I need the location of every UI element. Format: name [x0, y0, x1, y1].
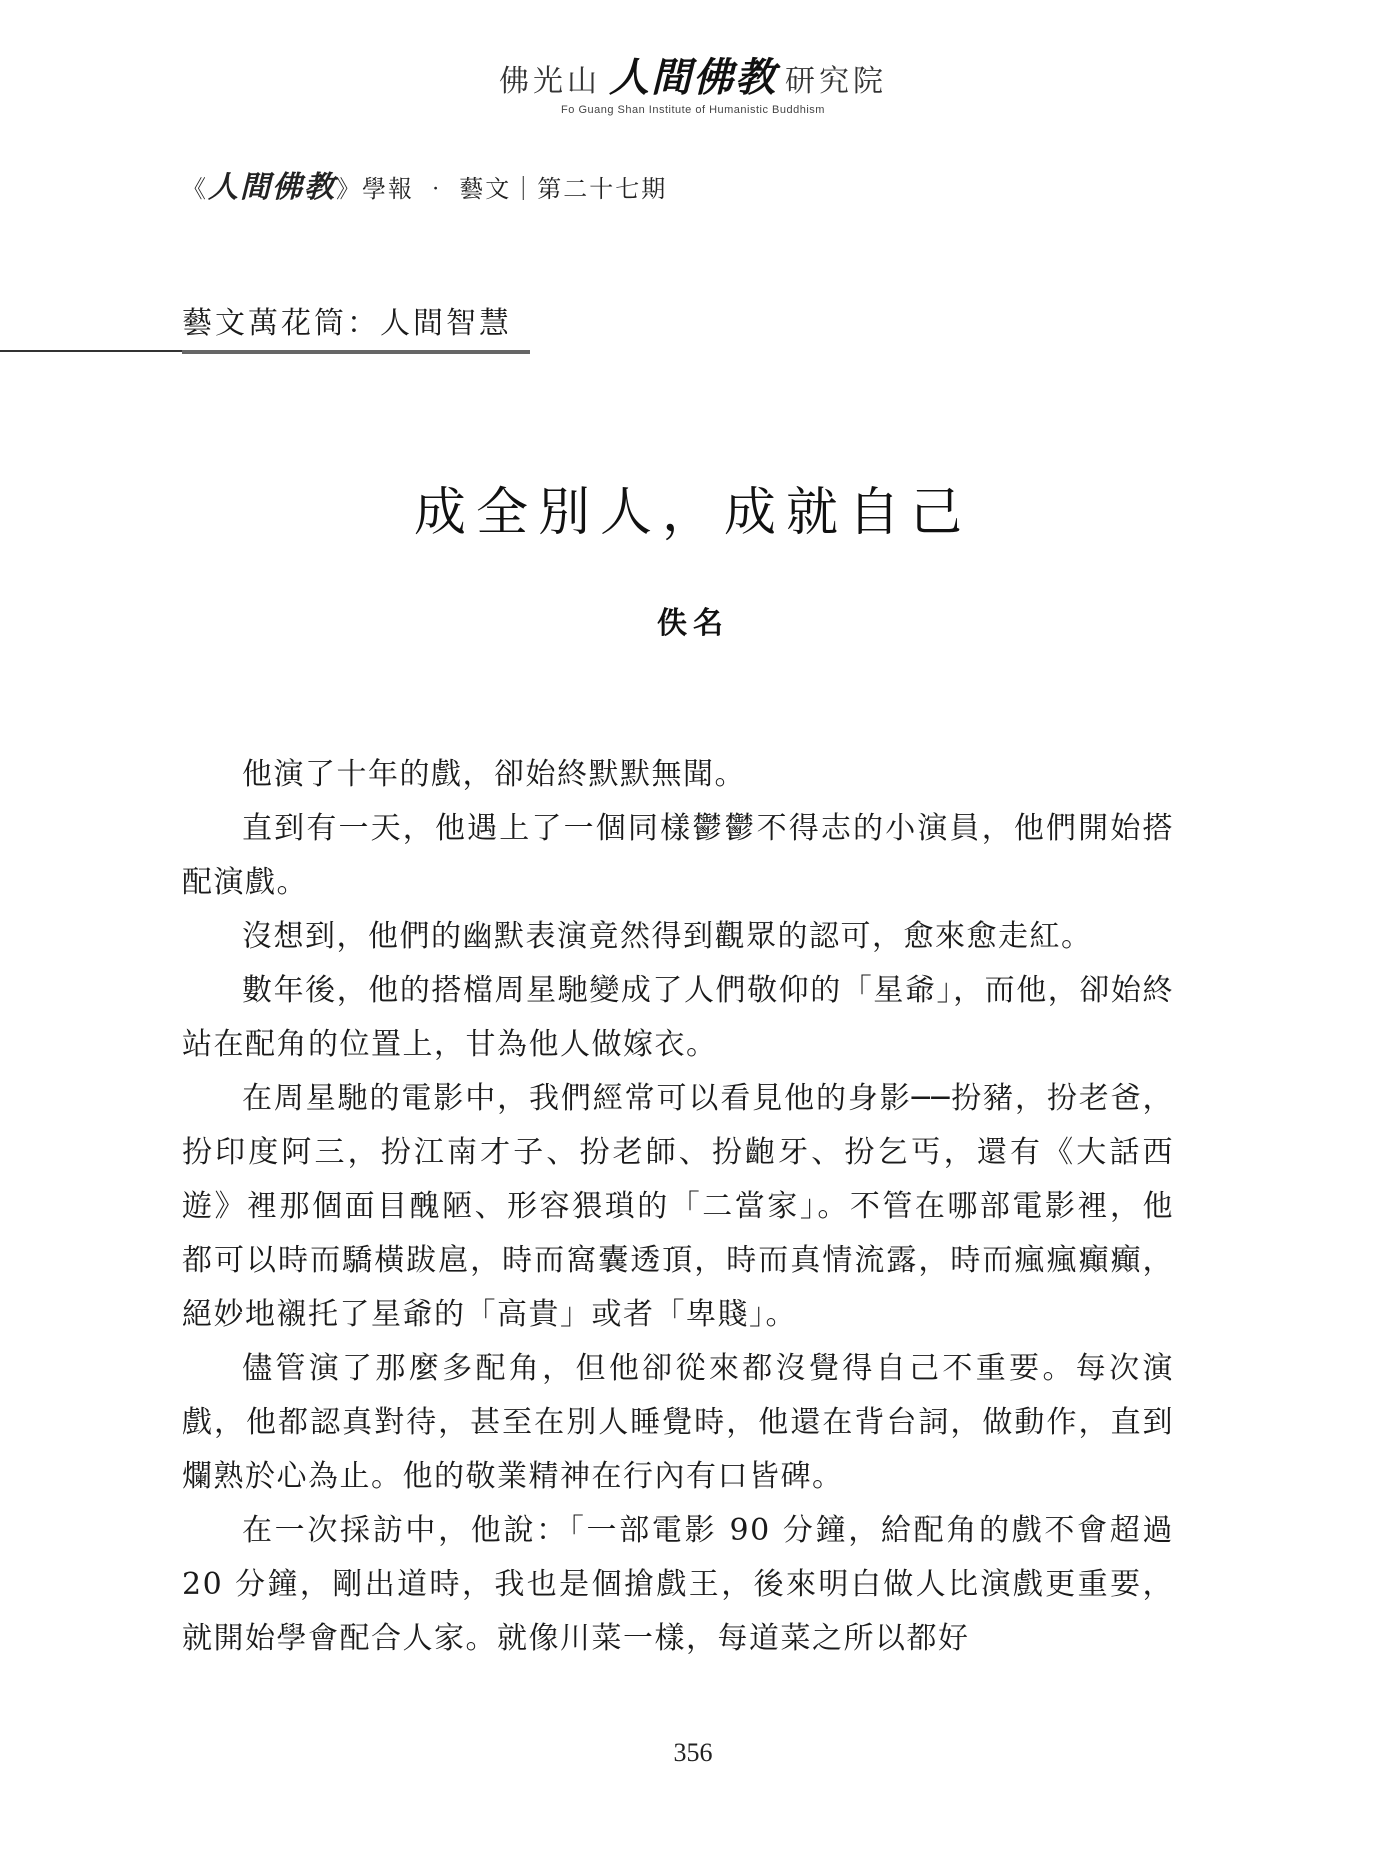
paragraph: 在周星馳的電影中，我們經常可以看見他的身影──扮豬，扮老爸，扮印度阿三，扮江南才子、扮老師、扮齙牙、扮乞丐，還有《大話西遊》裡那個面目醜陋、形容猥瑣的「二當家」。不管在哪部電影裡，他都可以時而驕橫跋扈，時而窩囊透頂，時而真情流露，時而瘋瘋癲癲，絕妙地襯托了星爺的「高貴」或者「卑賤」。 — [182, 1081, 1174, 1332]
journal-running-header — [182, 162, 667, 206]
journal-issue-text: 》學報 ‧ 藝文｜第二十七期 — [336, 175, 668, 203]
paragraph: 沒想到，他們的幽默表演竟然得到觀眾的認可，愈來愈走紅。 — [242, 919, 1093, 954]
section-heading: 藝文萬花筒：人間智慧 — [182, 306, 512, 341]
section-underline — [182, 350, 530, 354]
article-author: 佚名 — [657, 606, 729, 641]
logo-left-text: 佛光山 — [499, 64, 601, 99]
paragraph: 直到有一天，他遇上了一個同樣鬱鬱不得志的小演員，他們開始搭配演戲。 — [182, 811, 1174, 900]
paragraph: 他演了十年的戲，卻始終默默無聞。 — [242, 757, 746, 792]
institute-logo — [0, 54, 1386, 116]
institute-english-name: Fo Guang Shan Institute of Humanistic Buddhism — [561, 104, 825, 116]
logo-brand-calligraphy: 人間佛教 — [609, 54, 777, 101]
page-number: 356 — [673, 1738, 713, 1767]
paragraph: 數年後，他的搭檔周星馳變成了人們敬仰的「星爺」，而他，卻始終站在配角的位置上，甘為他人做嫁衣。 — [182, 973, 1174, 1062]
journal-brand: 人間佛教 — [208, 170, 336, 205]
journal-open-bracket: 《 — [182, 175, 208, 203]
paragraph: 在一次採訪中，他說：「一部電影 90 分鐘，給配角的戲不會超過 20 分鐘，剛出道時，我也是個搶戲王，後來明白做人比演戲更重要，就開始學會配合人家。就像川菜一樣，每道菜之所以都好 — [182, 1513, 1174, 1656]
article-title: 成全別人，成就自己 — [413, 483, 972, 543]
logo-right-text: 研究院 — [785, 64, 887, 99]
institute-name — [0, 54, 1386, 102]
article-body — [182, 748, 1174, 1666]
paragraph: 儘管演了那麼多配角，但他卻從來都沒覺得自己不重要。每次演戲，他都認真對待，甚至在別人睡覺時，他還在背台詞，做動作，直到爛熟於心為止。他的敬業精神在行內有口皆碑。 — [182, 1351, 1174, 1494]
